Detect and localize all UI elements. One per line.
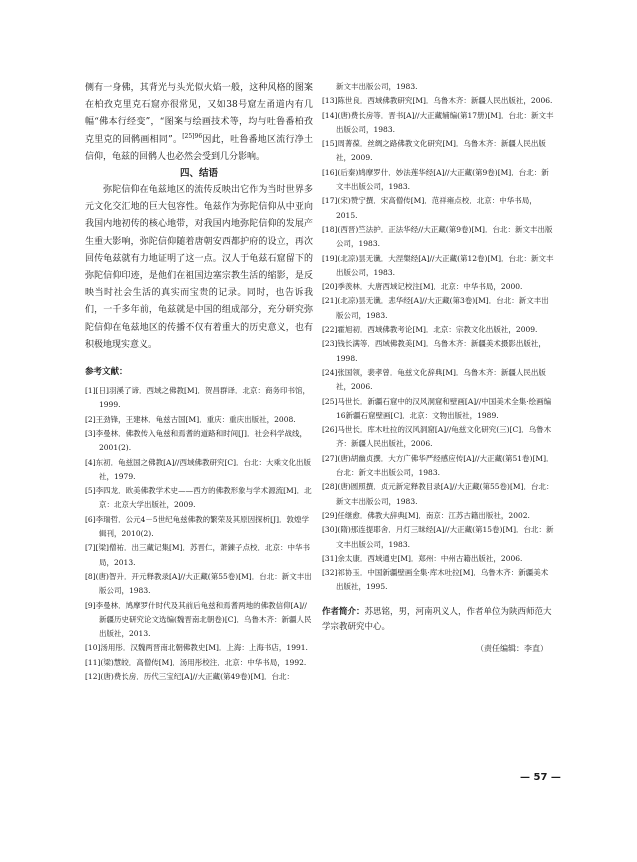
reference-item: [15]周菁葆．丝绸之路佛教文化研究[M]．乌鲁木齐：新疆人民出版社，2009. [322,139,546,163]
reference-item: [26]马世长．库木吐拉的汉风洞窟[A]//龟兹文化研究(三)[C]．乌鲁木齐：新疆人民出版社，2006. [322,425,552,449]
reference-item: [1][日]羽溪了谛．西域之佛教[M]．贺昌群译．北京：商务印书馆，1999. [85,386,311,410]
author-text: 苏思铭，男，河南巩义人，作者单位为陕西师范大学宗教研究中心。 [322,606,552,632]
body-paragraph: 侧有一身佛，其背光与头光似火焰一般，这种风格的图案在柏孜克里克石窟亦很常见，又如38号窟左甬道内有几幅“佛本行经变”，“图案与绘画技术等，均与吐鲁番柏孜克里克的回鹘画相同”。$^{[25]96}$因此，吐鲁番地区流行净土信仰，龟兹的回鹘人也必然会受到几分影响。 [85,83,313,162]
reference-list [85,384,313,684]
reference-item: [30](隋)那连提耶舍．月灯三昧经[A]//大正藏(第15卷)[M]．台北：新文丰出版公司，1983. [322,525,554,549]
reference-item: [16](后秦)鸠摩罗什．妙法莲华经[A]//大正藏(第9卷)[M]．台北：新文丰出版公司，1983. [322,167,549,192]
reference-item: [28](唐)圆照撰．贞元新定释教目录[A]//大正藏(第55卷)[M]．台北：新文丰出版公司，1983. [322,482,554,506]
reference-item: [20]季羡林．大唐西域记校注[M]．北京：中华书局，2000. [322,282,523,292]
reference-item: [19](北凉)昙无谶．大涅槃经[A]//大正藏(第12卷)[M]．台北：新文丰出版公司，1983. [322,253,554,277]
left-column [85,80,313,684]
references-title: 参考文献： [85,367,128,378]
right-column [322,80,554,654]
reference-item: [8](唐)智升．开元释教录[A]//大正藏(第55卷)[M]．台北：新文丰出版公司，1983. [85,571,312,596]
reference-item: [12](唐)费长房．历代三宝纪[A]//大正藏(第49卷)[M]．台北： [85,671,294,681]
reference-item: [14](唐)费长房等．晋书[A]//大正藏辅编(第17册)[M]．台北：新文丰出版公司，1983. [322,110,554,134]
conclusion-paragraph: 弥陀信仰在龟兹地区的流传反映出它作为当时世界多元文化交汇地的巨大包容性。龟兹作为弥陀信仰从中亚向我国内地初传的核心地带，对我国内地弥陀信仰的发展产生重大影响，弥陀信仰随着唐朝安西都护府的设立，再次回传龟兹就有力地证明了这一点。汉人于龟兹石窟留下的弥陀信仰印迹，是他们在祖国边塞宗教生活的缩影，是反映当时社会生活的真实而宝贵的记录。同时，也告诉我们，一千多年前，龟兹就是中国的组成部分，充分研究弥陀信仰在龟兹地区的传播不仅有着重大的历史意义，也有积极地现实意义。 [85,185,313,350]
page-number: — 57 — [520,772,561,783]
reference-item: [17](宋)赞宁撰．宋高僧传[M]．范祥雍点校．北京：中华书局，2015. [322,196,537,220]
editor-credit: （责任编辑：李直） [476,643,548,653]
reference-item: [18](西晋)竺法护．正法华经//大正藏(第9卷)[M]．台北：新文丰出版公司，1983. [322,224,553,249]
author-label: 作者简介： [322,606,365,617]
reference-item: [25]马世长．新疆石窟中的汉风洞窟和壁画[A]//中国美术全集·绘画编16新疆石窟壁画[C]．北京：文物出版社，1989. [322,396,552,420]
reference-item: [6]李瑞哲．公元4－5世纪龟兹佛教的繁荣及其原因探析[J]．敦煌学辑刊，2010(2). [85,514,310,539]
reference-item: [22]霍旭初．西域佛教考论[M]．北京：宗教文化出版社，2009. [322,325,538,335]
reference-item: [4]东初．龟兹国之佛教[A]//西域佛教研究[C]．台北：大乘文化出版社，1979. [85,457,312,481]
reference-list-continued [322,80,554,595]
reference-item: [23]钱长满等．西域佛教美[M]．乌鲁木齐：新疆美术摄影出版社，1998. [322,339,546,363]
reference-item: [11](梁)慧皎．高僧传[M]．汤用彤校注．北京：中华书局，1992. [85,657,307,667]
reference-item: [32]祁协玉．中国新疆壁画全集·库木吐拉[M]．乌鲁木齐：新疆美术出版社，1995. [322,568,549,592]
reference-item: [27](唐)胡幽贞撰．大方广佛华严经感应传[A]//大正藏(第51卷)[M]．台北：新文丰出版公司，1983. [322,453,554,478]
citation-superscript: [25]96 [182,132,203,140]
section-heading: 四、结语 [179,168,218,180]
reference-item: [9]李曼林．鸠摩罗什时代及其前后龟兹和焉耆两地的佛教信仰[A]//新疆历史研究论文选编(魏晋南北朝卷)[C]．乌鲁木齐：新疆人民出版社，2013. [85,600,312,639]
reference-continuation: 新文丰出版公司，1983. [336,82,418,91]
reference-item: [5]李四龙．欧美佛教学术史——西方的佛教形象与学术源流[M]．北京：北京大学出版社，2009. [85,486,312,510]
reference-item: [29]任继愈．佛教大辞典[M]．南京：江苏古籍出版社，2002. [322,510,530,520]
author-bio [322,605,554,635]
reference-item: [3]李曼林．佛教传入龟兹和焉耆的道路和时间[J]．社会科学战线，2001(2). [85,428,307,453]
reference-item: [7][梁]僧祐．出三藏记集[M]．苏晋仁，萧錬子点校．北京：中华书局，2013. [85,543,311,567]
reference-item: [31]余太康．西域通史[M]．郑州：中州古籍出版社，2006. [322,553,523,563]
reference-item: [13]陈世良．西域佛教研究[M]．乌鲁木齐：新疆人民出版社，2006. [322,96,553,106]
reference-item: [21](北凉)昙无谶．悲华经[A]//大正藏(第3卷)[M]．台北：新文丰出版公司，1983. [322,296,549,320]
reference-item: [10]汤用彤．汉魏两晋南北朝佛教史[M]．上海：上海书店，1991. [85,643,308,653]
reference-item: [2]王劲锋，王建林．龟兹古国[M]．重庆：重庆出版社，2008. [85,414,296,424]
reference-item: [24]张国领，裴孝曾．龟兹文化辞典[M]．乌鲁木齐：新疆人民出版社，2006. [322,367,546,392]
